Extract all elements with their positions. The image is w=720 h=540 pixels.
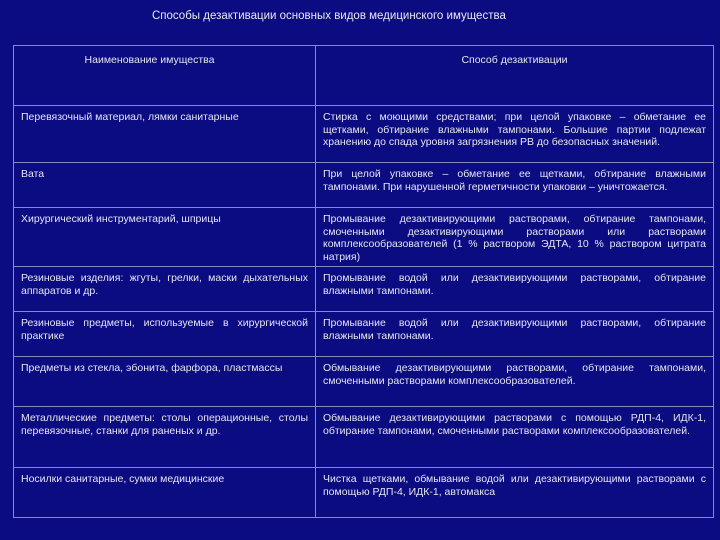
- header-method: Способ дезактивации: [316, 46, 714, 106]
- cell-item: Предметы из стекла, эбонита, фарфора, пластмассы: [14, 357, 316, 407]
- cell-method: При целой упаковке – обметание ее щетками, обтирание влажными тампонами. При нарушенной герметичности упаковки – уничтожается.: [316, 163, 714, 208]
- cell-method: Промывание дезактивирующими растворами, обтирание тампонами, смоченными дезактивирующими растворами или растворами комплексообразователей (1 % раствором ЭДТА, 10 % раствором цитрата натрия): [316, 208, 714, 267]
- table-row: [14, 163, 714, 208]
- cell-item: Носилки санитарные, сумки медицинские: [14, 468, 316, 518]
- table-row: [14, 468, 714, 518]
- cell-method: Стирка с моющими средствами; при целой упаковке – обметание ее щетками, обтирание влажными тампонами. Большие партии подлежат хранению до спада уровня загрязнения РВ до безопасных значений.: [316, 106, 714, 163]
- table-row: [14, 357, 714, 407]
- cell-item: Хирургический инструментарий, шприцы: [14, 208, 316, 267]
- cell-method: Обмывание дезактивирующими растворами с помощью РДП-4, ИДК-1, обтирание тампонами, смоченными растворами комплексообразователей.: [316, 407, 714, 468]
- cell-item: Перевязочный материал, лямки санитарные: [14, 106, 316, 163]
- table-row: [14, 106, 714, 163]
- cell-item: Резиновые изделия: жгуты, грелки, маски дыхательных аппаратов и др.: [14, 267, 316, 312]
- table-row: [14, 208, 714, 267]
- cell-method: Обмывание дезактивирующими растворами, обтирание тампонами, смоченными растворами комплексообразователей.: [316, 357, 714, 407]
- table-row: [14, 407, 714, 468]
- header-item: Наименование имущества: [14, 46, 316, 106]
- table-header-row: [14, 46, 714, 106]
- cell-item: Металлические предметы: столы операционные, столы перевязочные, станки для раненых и др.: [14, 407, 316, 468]
- table-row: [14, 312, 714, 357]
- cell-method: Чистка щетками, обмывание водой или дезактивирующими растворами с помощью РДП-4, ИДК-1, автомакса: [316, 468, 714, 518]
- cell-item: Резиновые предметы, используемые в хирургической практике: [14, 312, 316, 357]
- cell-item: Вата: [14, 163, 316, 208]
- decontamination-table: [13, 45, 714, 518]
- cell-method: Промывание водой или дезактивирующими растворами, обтирание влажными тампонами.: [316, 312, 714, 357]
- table-row: [14, 267, 714, 312]
- cell-method: Промывание водой или дезактивирующими растворами, обтирание влажными тампонами.: [316, 267, 714, 312]
- page-title: Способы дезактивации основных видов медицинского имущества: [152, 10, 506, 22]
